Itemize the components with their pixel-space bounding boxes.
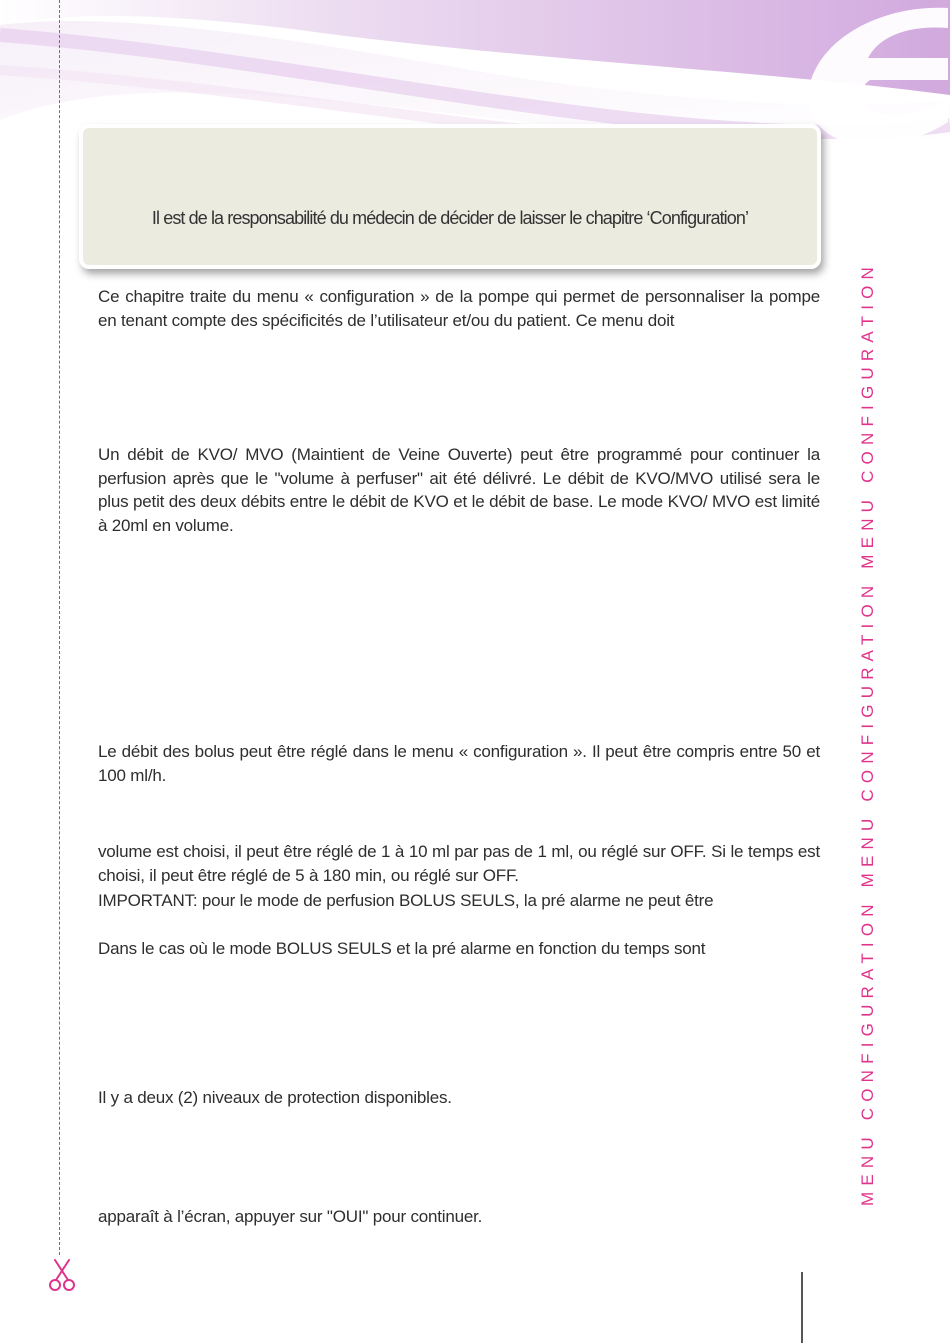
paragraph-prealarm-volume: volume est choisi, il peut être réglé de 1 à 10 ml par pas de 1 ml, ou réglé sur OFF. Si le temps est choisi, il peut être réglé de 5 à 180 min, ou réglé sur OFF. bbox=[98, 842, 820, 885]
paragraph-protection: Il y a deux (2) niveaux de protection disponibles. bbox=[98, 1088, 452, 1107]
scissors-icon bbox=[47, 1258, 77, 1292]
side-section-title: MENU CONFIGURATION MENU CONFIGURATION MENU CONFIGURATION bbox=[858, 260, 877, 1206]
paragraph-important: IMPORTANT: pour le mode de perfusion BOLUS SEULS, la pré alarme ne peut être bbox=[98, 891, 714, 910]
cut-line bbox=[59, 0, 60, 1255]
paragraph-kvo: Un débit de KVO/ MVO (Maintient de Veine Ouverte) peut être programmé pour continuer la perfusion après que le "volume à perfuser" ait été délivré. Le débit de KVO/MVO utilisé sera le plus petit des deux débits entre le débit de KVO et le débit de base. Le mode KVO/ MVO est limité à 20ml en volume. bbox=[98, 445, 820, 535]
paragraph-bolus-rate: Le débit des bolus peut être réglé dans le menu « configuration ». Il peut être compris entre 50 et 100 ml/h. bbox=[98, 742, 820, 785]
callout-text: Il est de la responsabilité du médecin de décider de laisser le chapitre ‘Configuration’ bbox=[151, 208, 749, 228]
paragraph-confirm: apparaît à l’écran, appuyer sur "OUI" pour continuer. bbox=[98, 1207, 483, 1226]
paragraph-intro: Ce chapitre traite du menu « configuration » de la pompe qui permet de personnaliser la pompe en tenant compte des spécificités de l’utilisateur et/ou du patient. Ce menu doit bbox=[98, 287, 820, 330]
paragraph-bolus-only: Dans le cas où le mode BOLUS SEULS et la pré alarme en fonction du temps sont bbox=[98, 939, 706, 958]
page-divider bbox=[801, 1272, 803, 1343]
warning-callout bbox=[79, 124, 821, 269]
